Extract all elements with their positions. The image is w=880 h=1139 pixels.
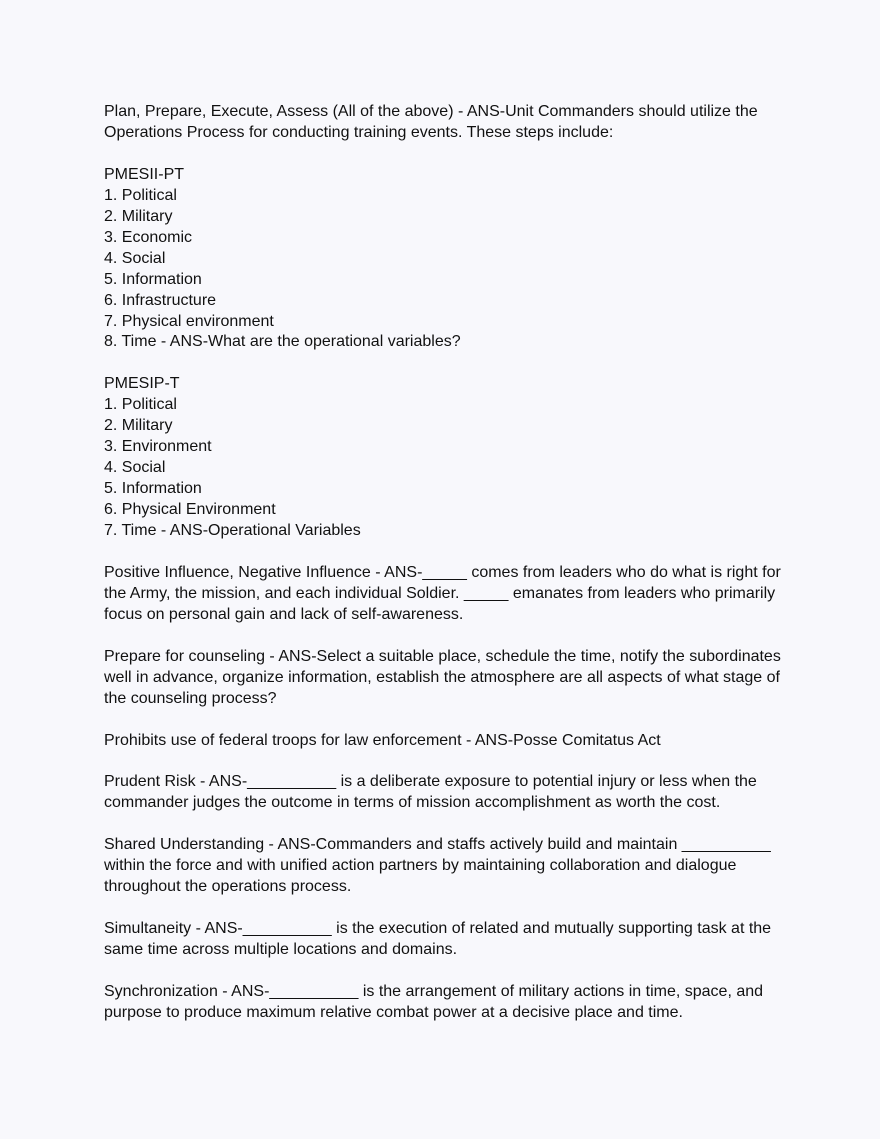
text-line: 7. Time - ANS-Operational Variables: [104, 522, 361, 540]
paragraph: [104, 772, 804, 814]
text-line: Prudent Risk - ANS-__________ is a deliberate exposure to potential injury or less when the: [104, 773, 757, 791]
text-line: Synchronization - ANS-__________ is the arrangement of military actions in time, space, and: [104, 982, 764, 1000]
text-line: Simultaneity - ANS-__________ is the execution of related and mutually supporting task at the: [104, 920, 772, 938]
paragraph: [104, 102, 804, 144]
text-line: PMESII-PT: [104, 165, 185, 183]
text-line: same time across multiple locations and domains.: [104, 941, 458, 958]
text-line: 7. Physical environment: [104, 312, 274, 330]
text-line: PMESIP-T: [104, 375, 180, 393]
paragraph: [104, 374, 804, 542]
text-line: Prepare for counseling - ANS-Select a suitable place, schedule the time, notify the subordinates: [104, 647, 781, 665]
paragraph: [104, 982, 804, 1024]
text-line: 8. Time - ANS-What are the operational variables?: [104, 333, 461, 351]
text-line: 6. Infrastructure: [104, 291, 217, 309]
text-line: 5. Information: [104, 480, 202, 498]
document-page: [104, 102, 804, 1045]
text-line: focus on personal gain and lack of self-awareness.: [104, 605, 464, 623]
text-line: 2. Military: [104, 417, 173, 435]
text-line: within the force and with unified action partners by maintaining collaboration and dialogue: [104, 857, 737, 875]
paragraph: [104, 647, 804, 710]
paragraph: [104, 165, 804, 354]
text-line: Positive Influence, Negative Influence - ANS-_____ comes from leaders who do what is right for: [104, 563, 781, 581]
text-line: 5. Information: [104, 270, 202, 288]
text-line: throughout the operations process.: [104, 878, 352, 896]
paragraph: [104, 835, 804, 898]
text-line: 4. Social: [104, 459, 166, 477]
paragraph: [104, 919, 804, 961]
text-line: Shared Understanding - ANS-Commanders and staffs actively build and maintain __________: [104, 836, 771, 854]
text-line: the counseling process?: [104, 689, 277, 707]
text-line: purpose to produce maximum relative combat power at a decisive place and time.: [104, 1003, 683, 1021]
text-line: commander judges the outcome in terms of mission accomplishment as worth the cost.: [104, 794, 721, 812]
text-line: 1. Political: [104, 186, 177, 204]
text-line: 2. Military: [104, 207, 173, 225]
text-line: Plan, Prepare, Execute, Assess (All of the above) - ANS-Unit Commanders should utilize the: [104, 103, 758, 120]
text-line: well in advance, organize information, establish the atmosphere are all aspects of what stage of: [104, 668, 780, 686]
text-line: 4. Social: [104, 249, 166, 267]
text-line: 3. Environment: [104, 438, 212, 456]
text-line: the Army, the mission, and each individual Soldier. _____ emanates from leaders who primarily: [104, 584, 776, 602]
text-line: Prohibits use of federal troops for law enforcement - ANS-Posse Comitatus Act: [104, 731, 661, 749]
text-line: 6. Physical Environment: [104, 501, 276, 519]
paragraph: [104, 563, 804, 626]
text-line: 1. Political: [104, 396, 177, 414]
text-line: 3. Economic: [104, 228, 193, 246]
text-line: Operations Process for conducting training events. These steps include:: [104, 123, 614, 141]
paragraph: [104, 731, 804, 752]
